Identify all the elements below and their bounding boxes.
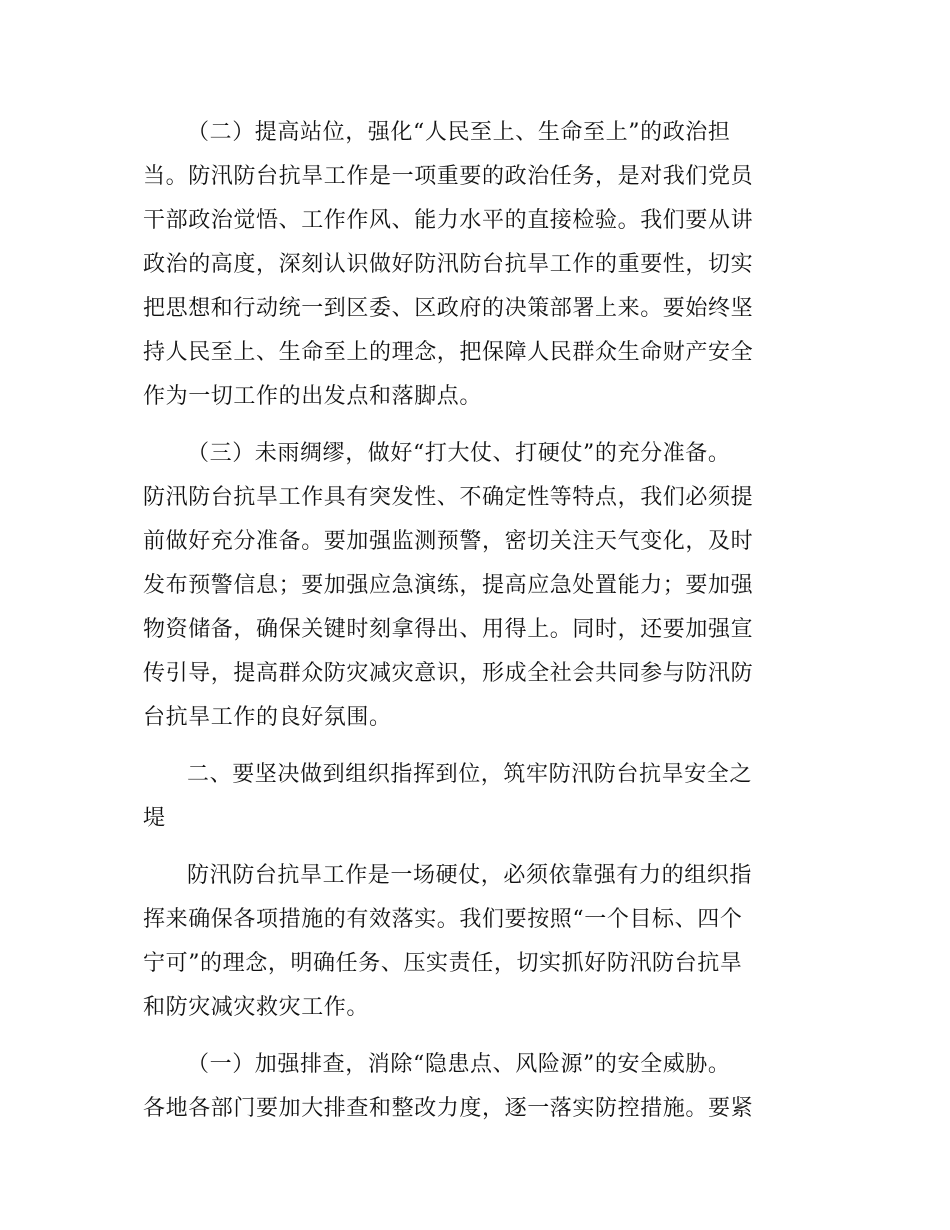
text-line: 持人民至上、生命至上的理念，把保障人民群众生命财产安全: [143, 340, 754, 365]
text-line: 发布预警信息；要加强应急演练，提高应急处置能力；要加强: [143, 573, 754, 598]
text-line: （二）提高站位，强化“人民至上、生命至上”的政治担: [187, 120, 731, 145]
text-line: 堤: [143, 806, 166, 831]
paragraph-command: [143, 854, 823, 1030]
text-line: （三）未雨绸缪，做好“打大仗、打硬仗”的充分准备。: [187, 441, 731, 466]
text-line: 传引导，提高群众防灾减灾意识，形成全社会共同参与防汛防: [143, 661, 754, 686]
text-line: 干部政治觉悟、工作作风、能力水平的直接检验。我们要从讲: [143, 208, 754, 233]
text-line: 各地各部门要加大排查和整改力度，逐一落实防控措施。要紧: [143, 1096, 754, 1121]
paragraph-gap: [143, 1030, 823, 1043]
text-line: 和防灾减灾救灾工作。: [143, 995, 370, 1020]
text-line: （一）加强排查，消除“隐患点、风险源”的安全威胁。: [187, 1052, 731, 1077]
text-line: 挥来确保各项措施的有效落实。我们要按照“一个目标、四个: [143, 907, 743, 932]
text-line: 防汛防台抗旱工作是一场硬仗，必须依靠强有力的组织指: [187, 863, 753, 888]
text-line: 政治的高度，深刻认识做好防汛防台抗旱工作的重要性，切实: [143, 252, 754, 277]
paragraph-preparation: [143, 432, 823, 740]
document-body: [143, 111, 823, 1131]
section-heading: [143, 753, 823, 841]
text-line: 作为一切工作的出发点和落脚点。: [143, 384, 483, 409]
paragraph-gap: [143, 740, 823, 753]
paragraph-inspection: [143, 1043, 823, 1131]
text-line: 台抗旱工作的良好氛围。: [143, 705, 392, 730]
text-line: 物资储备，确保关键时刻拿得出、用得上。同时，还要加强宣: [143, 617, 754, 642]
text-line: 宁可”的理念，明确任务、压实责任，切实抓好防汛防台抗旱: [143, 951, 743, 976]
text-line: 前做好充分准备。要加强监测预警，密切关注天气变化，及时: [143, 529, 754, 554]
text-line: 防汛防台抗旱工作具有突发性、不确定性等特点，我们必须提: [143, 485, 754, 510]
text-line: 把思想和行动统一到区委、区政府的决策部署上来。要始终坚: [143, 296, 754, 321]
paragraph-gap: [143, 419, 823, 432]
text-line: 当。防汛防台抗旱工作是一项重要的政治任务，是对我们党员: [143, 164, 754, 189]
paragraph-gap: [143, 841, 823, 854]
paragraph-political-responsibility: [143, 111, 823, 419]
text-line: 二、要坚决做到组织指挥到位，筑牢防汛防台抗旱安全之: [187, 762, 753, 787]
